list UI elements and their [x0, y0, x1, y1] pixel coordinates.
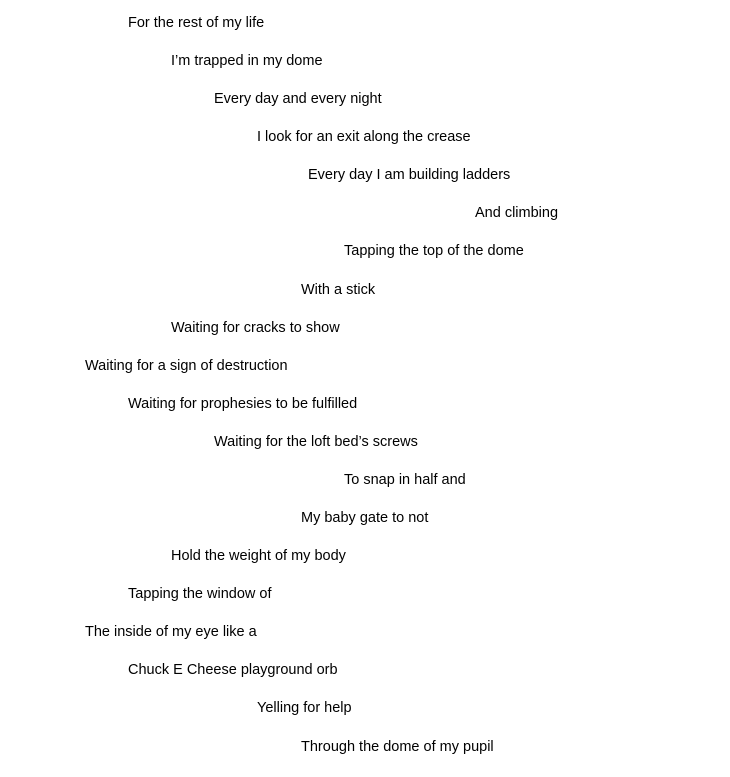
poem-line: With a stick: [301, 282, 376, 298]
poem-line: My baby gate to not: [301, 510, 429, 526]
poem-line: Waiting for prophesies to be fulfilled: [128, 396, 358, 412]
poem-line: Hold the weight of my body: [171, 548, 346, 564]
poem-line: Waiting for cracks to show: [171, 320, 340, 336]
poem-line: Yelling for help: [257, 700, 352, 716]
poem-line: Every day I am building ladders: [308, 167, 511, 183]
poem-line: Tapping the top of the dome: [344, 243, 524, 259]
poem-line: To snap in half and: [344, 472, 466, 488]
poem-line: Waiting for the loft bed’s screws: [214, 434, 418, 450]
poem-line: For the rest of my life: [128, 15, 265, 31]
poem-line: I look for an exit along the crease: [257, 129, 471, 145]
poem-line: And climbing: [475, 205, 559, 221]
poem-line: Through the dome of my pupil: [301, 739, 494, 755]
poem-line: The inside of my eye like a: [85, 624, 257, 640]
poem-line: Tapping the window of: [128, 586, 272, 602]
poem-line: Chuck E Cheese playground orb: [128, 662, 338, 678]
poem-line: Waiting for a sign of destruction: [85, 358, 288, 374]
poem-line: Every day and every night: [214, 91, 382, 107]
poem-line: I’m trapped in my dome: [171, 53, 323, 69]
